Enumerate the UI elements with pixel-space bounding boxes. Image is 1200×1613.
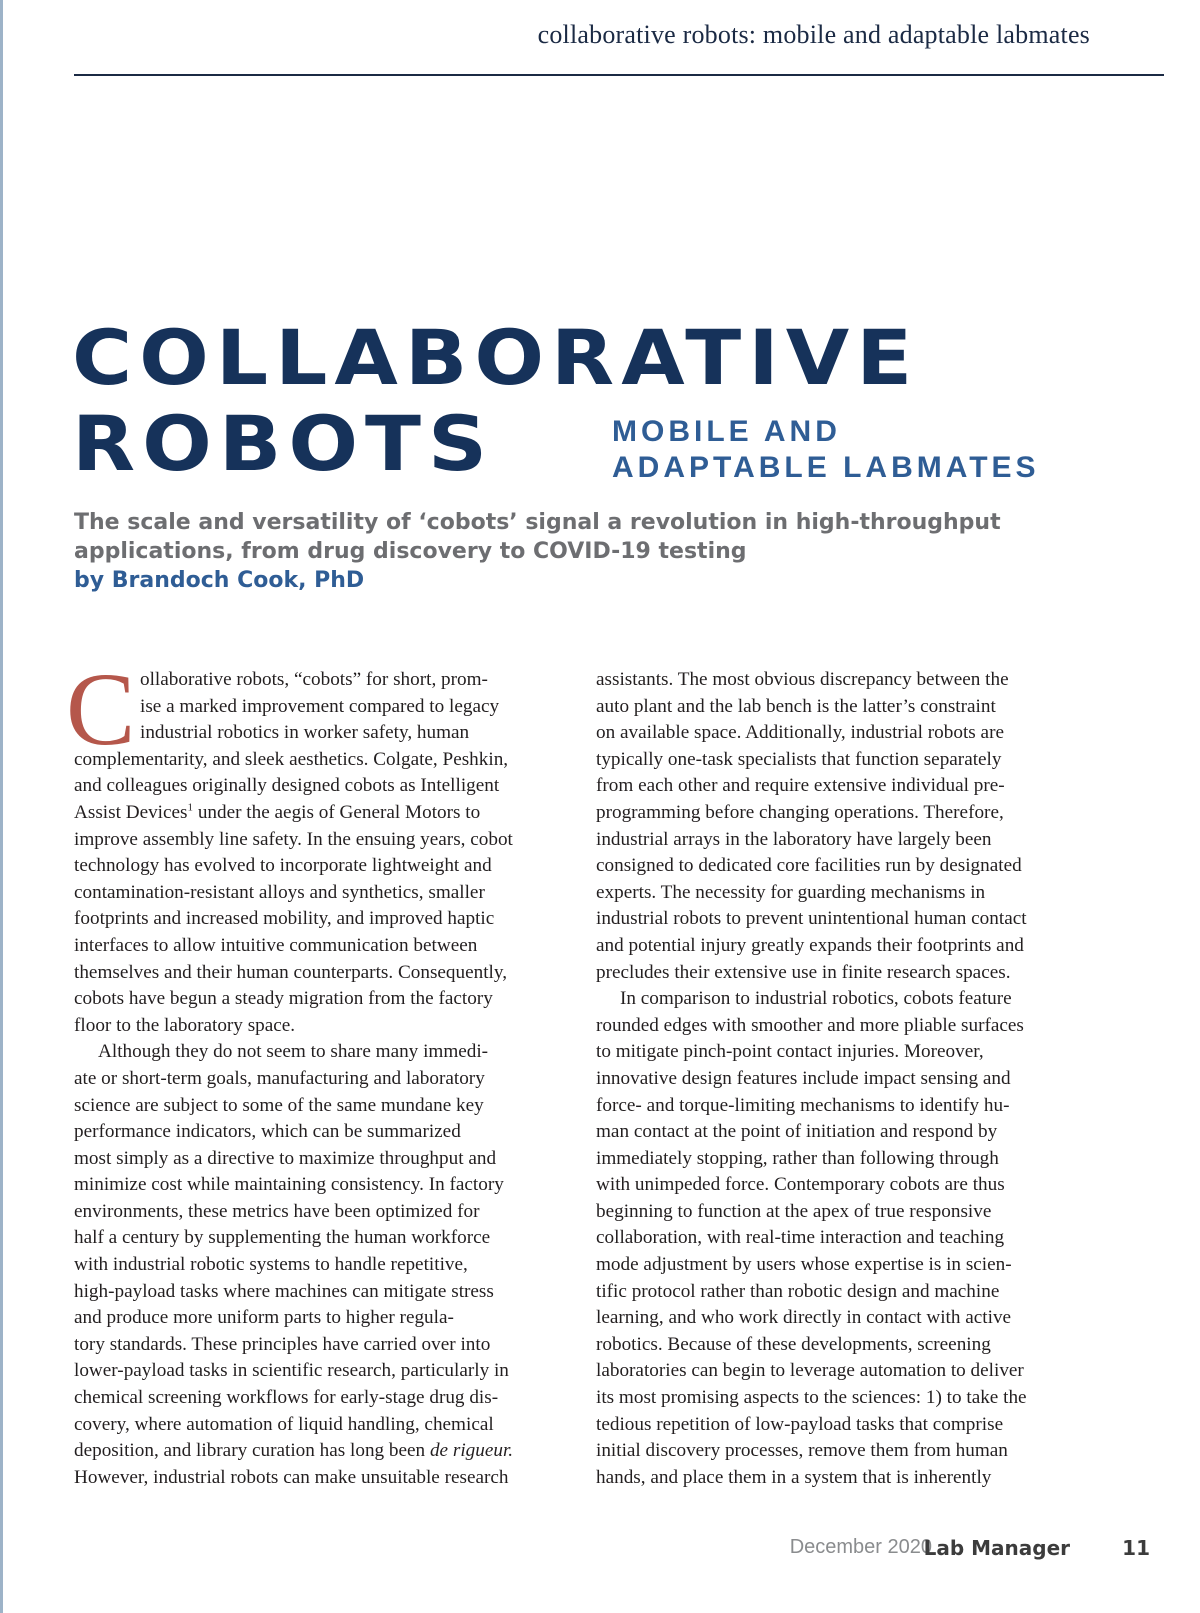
body-line: laboratories can begin to leverage automation to deliver [596, 1360, 1024, 1382]
body-line: consigned to dedicated core facilities run by designated [596, 855, 1022, 877]
body-column-right [596, 667, 1092, 1491]
body-line: assistants. The most obvious discrepancy between the [596, 669, 1009, 690]
body-line: ate or short-term goals, manufacturing and laboratory [74, 1067, 485, 1089]
footer-magazine: Lab Manager [923, 1536, 1070, 1560]
body-line: from each other and require extensive individual pre- [596, 775, 1005, 797]
body-line: chemical screening workflows for early-stage drug dis- [74, 1387, 499, 1409]
body-line: initial discovery processes, remove them from human [596, 1440, 1008, 1462]
body-line: to mitigate pinch-point contact injuries. Moreover, [596, 1041, 984, 1063]
body-line: typically one-task specialists that function separately [596, 748, 1002, 770]
body-text: deposition, and library curation has long been [74, 1440, 430, 1462]
body-text: under the aegis of General Motors to [193, 801, 481, 823]
drop-cap: C [66, 652, 136, 767]
body-line: floor to the laboratory space. [74, 1014, 296, 1036]
body-line: innovative design features include impact sensing and [596, 1067, 1011, 1089]
page-edge-rule [0, 0, 3, 1613]
body-line: experts. The necessity for guarding mechanisms in [596, 881, 986, 903]
subtitle-line-2: ADAPTABLE LABMATES [612, 451, 1040, 484]
body-line: minimize cost while maintaining consistency. In factory [74, 1174, 504, 1196]
body-line [74, 800, 570, 827]
body-line: cobots have begun a steady migration from the factory [74, 988, 493, 1010]
body-text: Assist Devices [74, 801, 188, 823]
body-line: and potential injury greatly expands their footprints and [596, 934, 1024, 956]
footer-date: December 2020 [789, 1536, 932, 1558]
body-line: rounded edges with smoother and more pliable surfaces [596, 1014, 1024, 1036]
body-italic: de rigueur. [429, 1440, 514, 1462]
body-line: on available space. Additionally, industrial robots are [596, 722, 1004, 744]
body-line: man contact at the point of initiation and respond by [596, 1121, 998, 1143]
body-line: industrial robotics in worker safety, human [140, 722, 470, 744]
body-line: half a century by supplementing the human workforce [74, 1227, 491, 1249]
body-line: However, industrial robots can make unsuitable research [74, 1466, 509, 1488]
body-line: high-payload tasks where machines can mitigate stress [74, 1280, 494, 1302]
body-line: lower-payload tasks in scientific research, particularly in [74, 1360, 509, 1382]
body-line: technology has evolved to incorporate lightweight and [74, 855, 492, 877]
article-byline: by Brandoch Cook, PhD [74, 568, 365, 593]
body-line: ollaborative robots, “cobots” for short, prom- [140, 669, 488, 690]
body-line: performance indicators, which can be summarized [74, 1121, 461, 1143]
body-line: with industrial robotic systems to handle repetitive, [74, 1254, 468, 1276]
body-line: industrial robots to prevent unintentional human contact [596, 908, 1027, 930]
body-line: hands, and place them in a system that is inherently [596, 1466, 992, 1488]
subtitle-line-1: MOBILE AND [612, 415, 841, 448]
body-line: complementarity, and sleek aesthetics. Colgate, Peshkin, [74, 748, 509, 770]
header-divider [74, 74, 1164, 76]
body-line: environments, these metrics have been optimized for [74, 1200, 480, 1222]
body-line: tific protocol rather than robotic design and machine [596, 1280, 1000, 1302]
body-line: robotics. Because of these developments, screening [596, 1333, 991, 1355]
body-line: tory standards. These principles have carried over into [74, 1333, 491, 1355]
title-line-1: COLLABORATIVE [72, 315, 920, 403]
body-line: contamination-resistant alloys and synthetics, smaller [74, 881, 485, 903]
body-line: programming before changing operations. Therefore, [596, 801, 1004, 823]
page-number: 11 [1122, 1536, 1150, 1560]
body-line: industrial arrays in the laboratory have largely been [596, 828, 992, 850]
body-column-left [74, 667, 570, 1491]
body-line: its most promising aspects to the sciences: 1) to take the [596, 1387, 1027, 1409]
body-line: force- and torque-limiting mechanisms to identify hu- [596, 1094, 1010, 1116]
body-line: and produce more uniform parts to higher regula- [74, 1307, 454, 1329]
body-line: beginning to function at the apex of true responsive [596, 1200, 992, 1222]
body-line: interfaces to allow intuitive communication between [74, 934, 478, 956]
body-line: In comparison to industrial robotics, cobots feature [620, 988, 1012, 1010]
body-line: auto plant and the lab bench is the latter’s constraint [596, 695, 996, 717]
body-line: themselves and their human counterparts. Consequently, [74, 961, 508, 983]
body-line: footprints and increased mobility, and improved haptic [74, 908, 495, 930]
body-line [74, 1438, 570, 1465]
article-deck: The scale and versatility of ‘cobots’ signal a revolution in high-throughput applications, from drug discovery to COVID-19 testing [74, 510, 1001, 564]
subtitle [612, 414, 1040, 486]
body-line: Although they do not seem to share many immedi- [98, 1041, 489, 1063]
body-line: mode adjustment by users whose expertise is in scien- [596, 1254, 1012, 1276]
body-line: science are subject to some of the same mundane key [74, 1094, 484, 1116]
body-line: ise a marked improvement compared to legacy [140, 695, 500, 717]
body-line: improve assembly line safety. In the ensuing years, cobot [74, 828, 513, 850]
body-line: covery, where automation of liquid handling, chemical [74, 1413, 494, 1435]
body-line: immediately stopping, rather than following through [596, 1147, 999, 1169]
body-line: with unimpeded force. Contemporary cobots are thus [596, 1174, 1005, 1196]
running-head: collaborative robots: mobile and adaptable labmates [537, 20, 1090, 49]
body-line: and colleagues originally designed cobots as Intelligent [74, 775, 500, 797]
body-line: precludes their extensive use in finite research spaces. [596, 961, 1011, 983]
body-line: collaboration, with real-time interaction and teaching [596, 1227, 1005, 1249]
footnote-mark: 1 [187, 801, 194, 814]
body-line: tedious repetition of low-payload tasks that comprise [596, 1413, 1004, 1435]
body-line: most simply as a directive to maximize throughput and [74, 1147, 497, 1169]
body-line: learning, and who work directly in contact with active [596, 1307, 1012, 1329]
title-line-2: ROBOTS [72, 401, 495, 489]
